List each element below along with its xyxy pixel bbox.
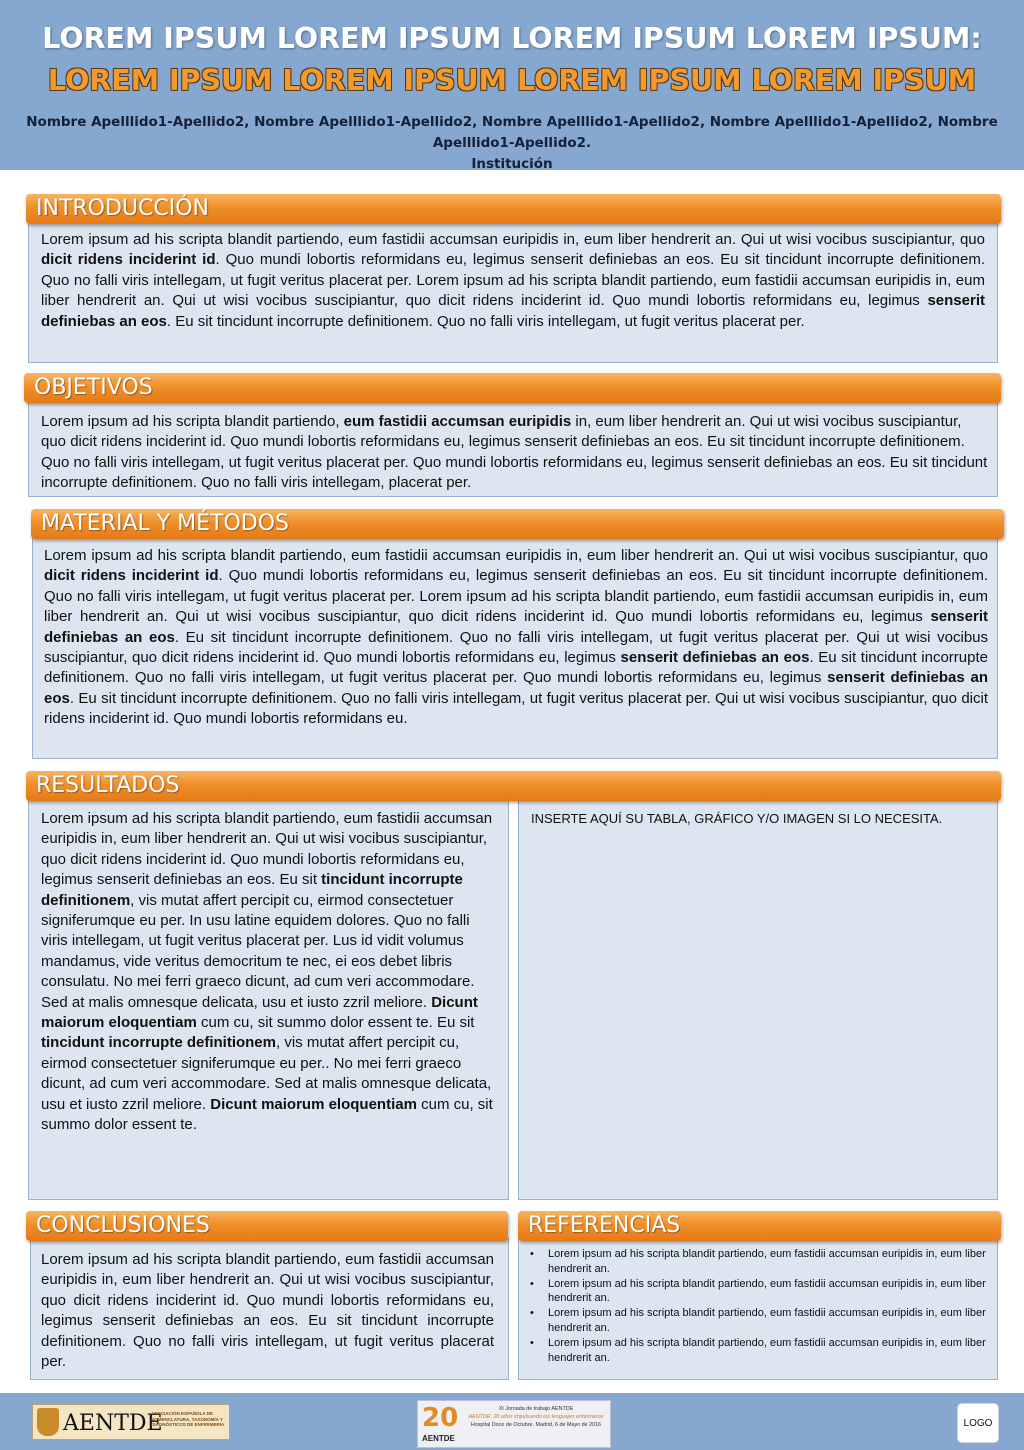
resultados-right-box <box>518 800 998 1200</box>
met-text-2: . Quo mundi lobortis reformidans eu, legimus senserit definiebas an eos. Eu sit tincidunt incorrupte definitionem. Quo no falli viris intellegam, ut fugit veritus placerat per. Lorem ipsum ad his scripta blandit partiendo, eum fastidii accumsan euripidis in, eum liber hendrerit an. Qui ut wisi vocibus suscipiantur, quo dicit ridens inciderint id. Quo mundi lobortis reformidans eu, legimus <box>44 567 988 626</box>
authors: Nombre Apelllido1-Apellido2, Nombre Apelllido1-Apellido2, Nombre Apelllido1-Apellido2, Nombre Apelllido1-Apellido2, Nombre Apelllido1-Apellido2. <box>26 114 998 151</box>
referencias-header <box>518 1211 1001 1241</box>
referencias-list <box>528 1247 988 1365</box>
conclusiones-header <box>26 1211 508 1241</box>
conclusiones-text: Lorem ipsum ad his scripta blandit partiendo, eum fastidii accumsan euripidis in, eum liber hendrerit an. Qui ut wisi vocibus suscipiantur, quo dicit ridens inciderint id. Quo mundi lobortis reformidans eu, legimus senserit definiebas an eos. Eu sit tincidunt incorrupte definitionem. Quo no falli viris intellegam, ut fugit veritus placerat per. <box>41 1251 494 1371</box>
conclusiones-title: CONCLUSIONES <box>36 1213 210 1238</box>
introduccion-header <box>26 194 1001 224</box>
event-line-3: Hospital Doce de Octubre. Madrid, 6 de Mayo de 2016 <box>470 1422 602 1428</box>
logo-placeholder: LOGO <box>957 1403 999 1443</box>
met-text-3: . Eu sit tincidunt incorrupte definitionem. Quo no falli viris intellegam, ut fugit veritus placerat per. Qui ut wisi vocibus suscipiantur, quo dicit ridens inciderint id. Quo mundi lobortis reformidans eu, legimus <box>44 628 988 667</box>
reference-text: Lorem ipsum ad his scripta blandit partiendo, eum fastidii accumsan euripidis in, eum liber hendrerit an. <box>548 1336 986 1364</box>
event-lines <box>464 1405 608 1429</box>
reference-text: Lorem ipsum ad his scripta blandit partiendo, eum fastidii accumsan euripidis in, eum liber hendrerit an. <box>548 1307 986 1334</box>
met-text-5: . Eu sit tincidunt incorrupte definitionem. Quo no falli viris intellegam, ut fugit veritus placerat per. Qui ut wisi vocibus suscipiantur, quo dicit ridens inciderint id. Quo mundi lobortis reformidans eu. <box>44 689 988 728</box>
res-bold-4: Dicunt maiorum eloquentiam <box>210 1095 417 1113</box>
reference-item <box>528 1277 988 1307</box>
met-text-4: . Eu sit tincidunt incorrupte definitionem. Quo no falli viris intellegam, ut fugit veritus placerat per. Quo mundi lobortis reformidans eu, legimus <box>44 649 988 687</box>
event-line-1: XI Jornada de trabajo AENTDE <box>498 1406 574 1412</box>
reference-item <box>528 1336 988 1366</box>
intro-bold-2: senserit definiebas an eos <box>41 292 985 330</box>
met-bold-4: senserit definiebas an eos <box>44 669 988 707</box>
resultados-text <box>41 809 497 1136</box>
res-bold-1: tincidunt incorrupte definitionem <box>41 871 463 909</box>
event-number-sub: AENTDE <box>422 1434 455 1443</box>
event-logo <box>417 1400 611 1448</box>
poster-header <box>0 0 1024 170</box>
introduccion-text <box>41 230 985 332</box>
event-number: 20 <box>422 1403 459 1433</box>
authors-block <box>20 112 1004 175</box>
resultados-title: RESULTADOS <box>36 773 180 798</box>
res-bold-2: Dicunt maiorum eloquentiam <box>41 993 478 1032</box>
reference-item <box>528 1306 988 1336</box>
objetivos-text <box>41 412 989 494</box>
bullet-icon: • <box>530 1248 534 1260</box>
intro-bold-1: dicit ridens inciderint id <box>41 251 216 269</box>
intro-text-3: . Eu sit tincidunt incorrupte definitionem. Quo no falli viris intellegam, ut fugit veritus placerat per. <box>166 312 805 330</box>
res-text-1: Lorem ipsum ad his scripta blandit partiendo, eum fastidii accumsan euripidis in, eum liber hendrerit an. Qui ut wisi vocibus suscipiantur, quo dicit ridens inciderint id. Quo mundi lobortis reformidans eu, legimus senserit definiebas an eos. Eu sit <box>41 810 493 889</box>
figure-placeholder: INSERTE AQUÍ SU TABLA, GRÁFICO Y/O IMAGEN SI LO NECESITA. <box>531 811 943 826</box>
metodos-text <box>44 546 988 730</box>
met-bold-1: dicit ridens inciderint id <box>44 567 219 585</box>
aentde-wordmark: AENTDE <box>63 1411 163 1436</box>
title-line-1: LOREM IPSUM LOREM IPSUM LOREM IPSUM LOREM IPSUM: <box>42 22 982 55</box>
res-bold-3: tincidunt incorrupte definitionem <box>41 1034 276 1052</box>
bullet-icon: • <box>530 1277 534 1290</box>
title-line-2: LOREM IPSUM LOREM IPSUM LOREM IPSUM LOREM IPSUM <box>47 64 977 97</box>
objetivos-header <box>24 373 1001 403</box>
bullet-icon: • <box>530 1307 534 1320</box>
reference-item <box>528 1247 988 1277</box>
reference-text: Lorem ipsum ad his scripta blandit partiendo, eum fastidii accumsan euripidis in, eum liber hendrerit an. <box>548 1277 986 1305</box>
res-text-3: cum cu, sit summo dolor essent te. Eu sit <box>196 1014 475 1032</box>
objetivos-title: OBJETIVOS <box>34 375 153 400</box>
institution: Institución <box>471 156 553 172</box>
referencias-title: REFERENCIAS <box>528 1213 681 1238</box>
res-text-5: cum cu, sit summo dolor essent te. <box>41 1095 493 1134</box>
metodos-header <box>31 509 1004 539</box>
resultados-header <box>26 771 1001 801</box>
bullet-icon: • <box>530 1336 534 1349</box>
intro-text-1: Lorem ipsum ad his scripta blandit partiendo, eum fastidii accumsan euripidis in, eum liber hendrerit an. Qui ut wisi vocibus suscipiantur, quo <box>41 231 985 248</box>
event-line-2: AENTDE: 20 años impulsando los lenguajes enfermeros <box>468 1414 604 1420</box>
aentde-logo <box>32 1404 230 1440</box>
aentde-subtitle: ASOCIACIÓN ESPAÑOLA DE NOMENCLATURA, TAXONOMÍA Y DIAGNÓSTICOS DE ENFERMERÍA <box>151 1411 225 1427</box>
reference-text: Lorem ipsum ad his scripta blandit partiendo, eum fastidii accumsan euripidis in, eum liber hendrerit an. <box>548 1248 986 1275</box>
introduccion-title: INTRODUCCIÓN <box>36 196 210 221</box>
metodos-title: MATERIAL Y MÉTODOS <box>41 511 290 536</box>
res-text-4: , vis mutat affert percipit cu, eirmod consectetuer signiferumque eu per.. No mei ferri graeco dicunt, ad cum veri accommodare. Sed at malis omnesque delicata, usu et iusto zzril meliore. <box>41 1034 492 1113</box>
res-text-2: , vis mutat affert percipit cu, eirmod consectetuer signiferumque eu per. In usu latine equidem dolores. Quo no falli viris intellegam, ut fugit veritus placerat per. Lus id vidit volumus mandamus, vide veritus democritum te nec, ei eos debet libris consulatu. No mei ferri graeco dicunt, ad cum veri accommodare. Sed at malis omnesque delicata, usu et iusto zzril meliore. <box>41 891 475 1011</box>
met-bold-2: senserit definiebas an eos <box>44 608 988 646</box>
crest-icon <box>37 1408 59 1436</box>
met-text-1: Lorem ipsum ad his scripta blandit partiendo, eum fastidii accumsan euripidis in, eum liber hendrerit an. Qui ut wisi vocibus suscipiantur, quo <box>44 547 988 564</box>
met-bold-3: senserit definiebas an eos <box>620 649 810 667</box>
obj-text-2: in, eum liber hendrerit an. Qui ut wisi vocibus suscipiantur, quo dicit ridens inciderint id. Quo mundi lobortis reformidans eu, legimus senserit definiebas an eos. Eu sit tincidunt incorrupte definitionem. Quo no falli viris intellegam, ut fugit veritus placerat per. Quo mundi lobortis reformidans eu, legimus senserit definiebas an eos. Eu sit tincidunt incorrupte definitionem. Quo no falli viris intellegam, placerat per. <box>41 413 988 492</box>
obj-bold-1: eum fastidii accumsan euripidis <box>343 413 572 430</box>
obj-text-1: Lorem ipsum ad his scripta blandit partiendo, <box>41 413 344 430</box>
intro-text-2: . Quo mundi lobortis reformidans eu, legimus senserit definiebas an eos. Eu sit tincidunt incorrupte definitionem. Quo no falli viris intellegam, ut fugit veritus placerat per. Lorem ipsum ad his scripta blandit partiendo, eum fastidii accumsan euripidis in, eum liber hendrerit an. Qui ut wisi vocibus suscipiantur, quo dicit ridens inciderint id. Quo mundi lobortis reformidans eu, legimus <box>41 251 985 310</box>
